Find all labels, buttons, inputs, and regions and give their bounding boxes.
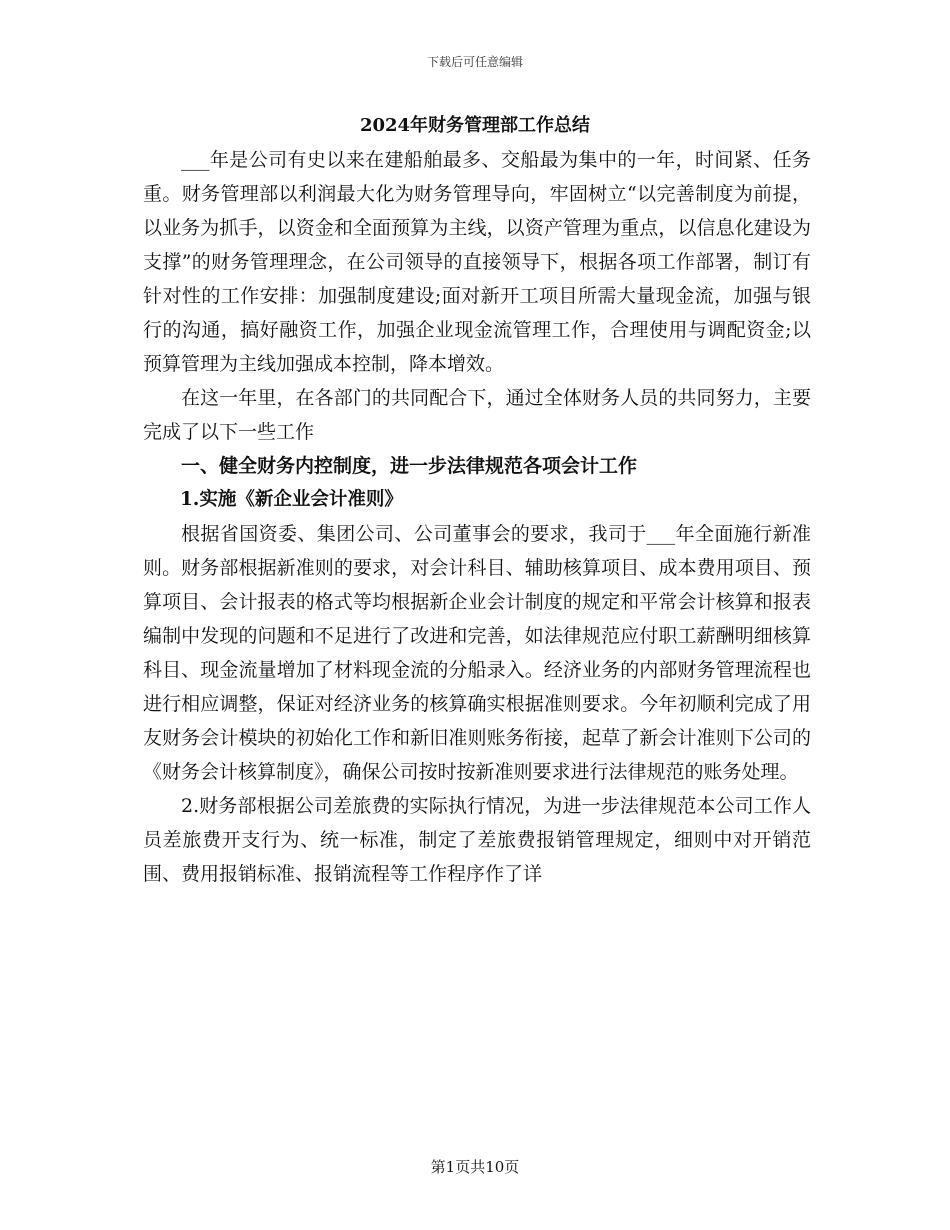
paragraph-standards: 根据省国资委、集团公司、公司董事会的要求，我司于___年全面施行新准则。财务部根据新准则的要求，对会计科目、辅助核算项目、成本费用项目、预算项目、会计报表的格式等均根据新企业会计制度的规定和平常会计核算和报表编制中发现的问题和不足进行了改进和完善，如法律规范应付职工薪酬明细核算科目、现金流量增加了材料现金流的分船录入。经济业务的内部财务管理流程也进行相应调整，保证对经济业务的核算确实根据准则要求。今年初顺利完成了用友财务会计模块的初始化工作和新旧准则账务衔接，起草了新会计准则下公司的《财务会计核算制度》，确保公司按时按新准则要求进行法律规范的账务处理。 [143,523,811,783]
paragraph-travel-expenses: 2.财务部根据公司差旅费的实际执行情况，为进一步法律规范本公司工作人员差旅费开支行为、统一标准，制定了差旅费报销管理规定，细则中对开销范围、费用报销标准、报销流程等工作程序作了详 [143,795,811,885]
subsection-heading: 1.实施《新企业会计准则》 [180,489,403,510]
document-title: 2024年财务管理部工作总结 [359,115,591,136]
section-heading: 一、健全财务内控制度，进一步法律规范各项会计工作 [181,455,638,477]
paragraph-intro: ___年是公司有史以来在建船舶最多、交船最为集中的一年，时间紧、任务重。财务管理部以利润最大化为财务管理导向，牢固树立“以完善制度为前提，以业务为抓手，以资金和全面预算为主线，以资产管理为重点，以信息化建设为支撑”的财务管理理念，在公司领导的直接领导下，根据各项工作部署，制订有针对性的工作安排：加强制度建设;面对新开工项目所需大量现金流，加强与银行的沟通，搞好融资工作，加强企业现金流管理工作，合理使用与调配资金;以预算管理为主线加强成本控制，降本增效。 [143,149,811,375]
page-footer: 第1页共10页 [430,1158,520,1176]
document-body [143,143,811,891]
page-header: 下载后可任意编辑 [426,55,523,69]
paragraph-summary: 在这一年里，在各部门的共同配合下，通过全体财务人员的共同努力，主要完成了以下一些工作 [143,387,811,443]
